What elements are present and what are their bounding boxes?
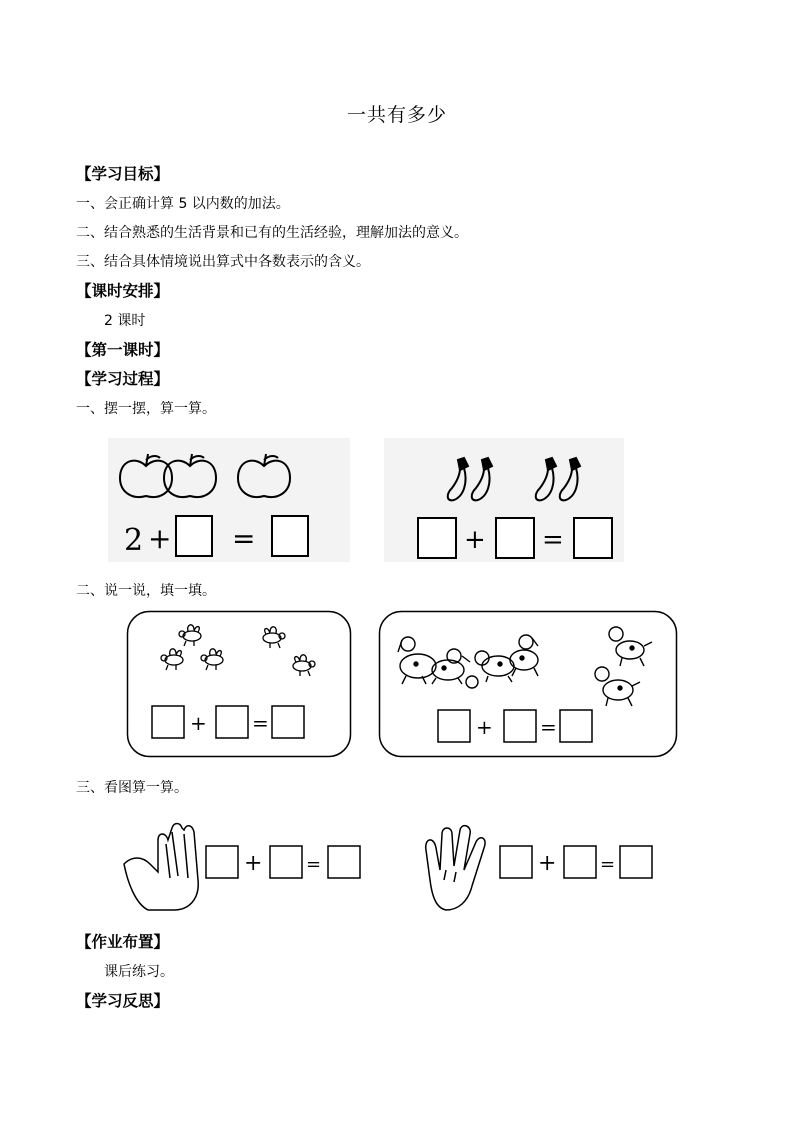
goal-1: 一、会正确计算 5 以内数的加法。	[76, 196, 290, 212]
schedule-text: 2 课时	[104, 313, 146, 329]
equals-sign: =	[252, 711, 269, 735]
plus-sign: +	[464, 525, 486, 555]
answer-box[interactable]	[272, 516, 308, 556]
hand-equation-figure-1	[118, 820, 368, 912]
goals-heading: 【学习目标】	[76, 165, 170, 183]
dogs-equation-figure	[378, 610, 678, 758]
equals-sign: =	[600, 854, 616, 875]
plus-sign: +	[148, 522, 172, 555]
homework-heading: 【作业布置】	[76, 933, 170, 951]
hand-equation-figure-2	[416, 820, 662, 912]
equals-sign: =	[540, 715, 557, 739]
bees-equation-figure	[126, 610, 352, 758]
answer-box[interactable]	[560, 710, 592, 742]
first-lesson-heading: 【第一课时】	[76, 341, 170, 359]
exercise-3-label: 三、看图算一算。	[76, 780, 188, 796]
answer-box[interactable]	[206, 846, 238, 878]
answer-box[interactable]	[504, 710, 536, 742]
plus-sign: +	[244, 851, 263, 876]
equals-sign: =	[306, 854, 322, 875]
hand-icon	[426, 826, 485, 910]
answer-box[interactable]	[216, 706, 248, 738]
eggplants-equation-figure	[384, 438, 624, 562]
reflection-heading: 【学习反思】	[76, 992, 170, 1010]
equation-first-number: 2	[124, 523, 144, 558]
homework-text: 课后练习。	[104, 964, 174, 980]
answer-box[interactable]	[418, 518, 456, 558]
answer-box[interactable]	[328, 846, 360, 878]
answer-box[interactable]	[500, 846, 532, 878]
goal-3: 三、结合具体情境说出算式中各数表示的含义。	[76, 254, 370, 270]
answer-box[interactable]	[270, 846, 302, 878]
answer-box[interactable]	[496, 518, 534, 558]
answer-box[interactable]	[574, 518, 612, 558]
process-heading: 【学习过程】	[76, 370, 170, 388]
exercise-1-label: 一、摆一摆，算一算。	[76, 401, 216, 417]
plus-sign: +	[190, 711, 207, 735]
exercise-2-label: 二、说一说，填一填。	[76, 583, 216, 599]
answer-box[interactable]	[438, 710, 470, 742]
equals-sign: =	[542, 525, 564, 555]
apples-equation-figure	[108, 438, 350, 562]
answer-box[interactable]	[564, 846, 596, 878]
goal-2: 二、结合熟悉的生活背景和已有的生活经验，理解加法的意义。	[76, 225, 468, 241]
answer-box[interactable]	[620, 846, 652, 878]
equals-sign: =	[232, 522, 256, 555]
schedule-heading: 【课时安排】	[76, 282, 170, 300]
answer-box[interactable]	[152, 706, 184, 738]
answer-box[interactable]	[176, 516, 212, 556]
plus-sign: +	[476, 715, 493, 739]
answer-box[interactable]	[272, 706, 304, 738]
page-title: 一共有多少	[346, 104, 447, 126]
plus-sign: +	[538, 851, 557, 876]
hand-icon	[124, 824, 198, 911]
